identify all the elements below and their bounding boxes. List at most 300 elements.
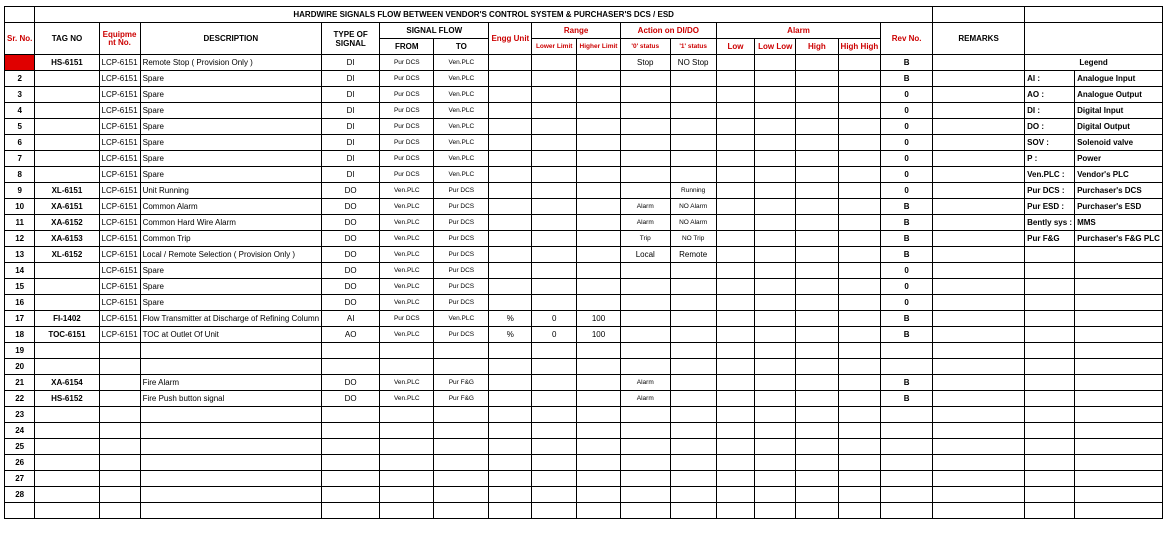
cell-high-high[interactable] [838, 151, 881, 167]
cell-remarks[interactable] [932, 71, 1024, 87]
cell-tag-no[interactable] [35, 119, 99, 135]
cell-type-of-signal[interactable]: DO [322, 199, 380, 215]
cell-status-0[interactable] [620, 359, 670, 375]
cell-empty[interactable] [322, 503, 380, 519]
cell-to[interactable]: Ven.PLC [434, 167, 489, 183]
cell-status-1[interactable] [670, 327, 716, 343]
cell-high[interactable] [796, 231, 838, 247]
cell-high-high[interactable] [838, 231, 881, 247]
cell-low-low[interactable] [755, 311, 796, 327]
cell-low-low[interactable] [755, 487, 796, 503]
cell-description[interactable]: Spare [140, 87, 322, 103]
cell-rev-no[interactable]: B [881, 199, 933, 215]
cell-description[interactable]: Fire Push button signal [140, 391, 322, 407]
cell-status-1[interactable] [670, 263, 716, 279]
cell-type-of-signal[interactable]: DI [322, 135, 380, 151]
cell-from[interactable]: Ven.PLC [380, 295, 434, 311]
cell-remarks[interactable] [932, 55, 1024, 71]
cell-tag-no[interactable]: HS-6151 [35, 55, 99, 71]
cell-empty[interactable] [5, 503, 35, 519]
cell-status-1[interactable]: Remote [670, 247, 716, 263]
cell-rev-no[interactable]: B [881, 327, 933, 343]
cell-sr-no[interactable]: 19 [5, 343, 35, 359]
cell-description[interactable]: Common Alarm [140, 199, 322, 215]
cell-status-0[interactable] [620, 455, 670, 471]
cell-from[interactable] [380, 439, 434, 455]
cell-type-of-signal[interactable]: DI [322, 119, 380, 135]
cell-remarks[interactable] [932, 87, 1024, 103]
cell-empty[interactable] [99, 503, 140, 519]
cell-remarks[interactable] [932, 471, 1024, 487]
cell-tag-no[interactable] [35, 263, 99, 279]
cell-type-of-signal[interactable] [322, 359, 380, 375]
cell-high[interactable] [796, 295, 838, 311]
cell-low-low[interactable] [755, 183, 796, 199]
cell-engg-unit[interactable] [489, 439, 532, 455]
cell-low[interactable] [716, 215, 755, 231]
cell-type-of-signal[interactable] [322, 439, 380, 455]
cell-sr-no[interactable]: 26 [5, 455, 35, 471]
cell-sr-no[interactable]: 11 [5, 215, 35, 231]
cell-engg-unit[interactable] [489, 183, 532, 199]
cell-type-of-signal[interactable]: DI [322, 55, 380, 71]
cell-tag-no[interactable]: XA-6153 [35, 231, 99, 247]
cell-remarks[interactable] [932, 487, 1024, 503]
cell-to[interactable]: Pur DCS [434, 199, 489, 215]
cell-to[interactable]: Ven.PLC [434, 151, 489, 167]
cell-engg-unit[interactable] [489, 359, 532, 375]
cell-description[interactable]: Unit Running [140, 183, 322, 199]
cell-sr-no[interactable]: 9 [5, 183, 35, 199]
cell-higher-limit[interactable] [577, 215, 621, 231]
cell-engg-unit[interactable] [489, 71, 532, 87]
cell-status-0[interactable] [620, 263, 670, 279]
cell-low-low[interactable] [755, 263, 796, 279]
cell-equipment-no[interactable] [99, 359, 140, 375]
cell-low[interactable] [716, 311, 755, 327]
cell-from[interactable]: Ven.PLC [380, 375, 434, 391]
cell-description[interactable]: Spare [140, 135, 322, 151]
cell-empty[interactable] [140, 503, 322, 519]
cell-high-high[interactable] [838, 279, 881, 295]
cell-rev-no[interactable]: B [881, 55, 933, 71]
cell-empty[interactable] [35, 503, 99, 519]
cell-sr-no[interactable]: 24 [5, 423, 35, 439]
cell-sr-no[interactable]: 25 [5, 439, 35, 455]
cell-low[interactable] [716, 199, 755, 215]
cell-low-low[interactable] [755, 103, 796, 119]
cell-low-low[interactable] [755, 87, 796, 103]
cell-status-1[interactable] [670, 87, 716, 103]
cell-type-of-signal[interactable] [322, 407, 380, 423]
cell-rev-no[interactable]: 0 [881, 295, 933, 311]
cell-engg-unit[interactable]: % [489, 327, 532, 343]
cell-empty[interactable] [838, 503, 881, 519]
cell-low-low[interactable] [755, 327, 796, 343]
cell-low[interactable] [716, 279, 755, 295]
cell-equipment-no[interactable] [99, 439, 140, 455]
cell-lower-limit[interactable] [532, 151, 577, 167]
cell-to[interactable] [434, 471, 489, 487]
cell-lower-limit[interactable] [532, 215, 577, 231]
cell-high[interactable] [796, 487, 838, 503]
cell-tag-no[interactable]: XA-6152 [35, 215, 99, 231]
cell-low-low[interactable] [755, 199, 796, 215]
cell-from[interactable] [380, 343, 434, 359]
cell-high[interactable] [796, 423, 838, 439]
cell-from[interactable]: Ven.PLC [380, 215, 434, 231]
cell-tag-no[interactable]: FI-1402 [35, 311, 99, 327]
cell-lower-limit[interactable] [532, 439, 577, 455]
cell-high-high[interactable] [838, 247, 881, 263]
cell-high-high[interactable] [838, 183, 881, 199]
cell-lower-limit[interactable] [532, 87, 577, 103]
cell-higher-limit[interactable] [577, 71, 621, 87]
cell-description[interactable] [140, 423, 322, 439]
cell-empty[interactable] [755, 503, 796, 519]
cell-type-of-signal[interactable]: DO [322, 279, 380, 295]
cell-engg-unit[interactable] [489, 151, 532, 167]
cell-low[interactable] [716, 407, 755, 423]
cell-remarks[interactable] [932, 183, 1024, 199]
cell-rev-no[interactable]: B [881, 71, 933, 87]
cell-high-high[interactable] [838, 471, 881, 487]
cell-equipment-no[interactable]: LCP-6151 [99, 151, 140, 167]
cell-status-1[interactable] [670, 471, 716, 487]
cell-equipment-no[interactable]: LCP-6151 [99, 247, 140, 263]
cell-rev-no[interactable]: 0 [881, 183, 933, 199]
cell-from[interactable]: Ven.PLC [380, 327, 434, 343]
cell-status-0[interactable] [620, 151, 670, 167]
cell-low-low[interactable] [755, 279, 796, 295]
cell-status-0[interactable] [620, 135, 670, 151]
cell-from[interactable] [380, 359, 434, 375]
cell-description[interactable]: Fire Alarm [140, 375, 322, 391]
cell-engg-unit[interactable] [489, 87, 532, 103]
cell-high[interactable] [796, 375, 838, 391]
cell-remarks[interactable] [932, 327, 1024, 343]
cell-description[interactable]: TOC at Outlet Of Unit [140, 327, 322, 343]
cell-rev-no[interactable] [881, 423, 933, 439]
cell-low[interactable] [716, 295, 755, 311]
cell-rev-no[interactable] [881, 343, 933, 359]
cell-rev-no[interactable]: B [881, 215, 933, 231]
cell-remarks[interactable] [932, 407, 1024, 423]
cell-higher-limit[interactable] [577, 423, 621, 439]
cell-from[interactable]: Ven.PLC [380, 391, 434, 407]
cell-remarks[interactable] [932, 295, 1024, 311]
cell-high[interactable] [796, 87, 838, 103]
cell-high-high[interactable] [838, 167, 881, 183]
cell-high-high[interactable] [838, 407, 881, 423]
cell-low-low[interactable] [755, 439, 796, 455]
cell-low[interactable] [716, 119, 755, 135]
cell-status-1[interactable] [670, 359, 716, 375]
cell-status-0[interactable] [620, 87, 670, 103]
cell-low-low[interactable] [755, 295, 796, 311]
cell-low-low[interactable] [755, 247, 796, 263]
cell-from[interactable]: Pur DCS [380, 167, 434, 183]
cell-status-1[interactable] [670, 487, 716, 503]
cell-high-high[interactable] [838, 55, 881, 71]
cell-rev-no[interactable] [881, 407, 933, 423]
cell-remarks[interactable] [932, 119, 1024, 135]
cell-to[interactable]: Pur DCS [434, 327, 489, 343]
cell-remarks[interactable] [932, 135, 1024, 151]
cell-to[interactable]: Ven.PLC [434, 119, 489, 135]
cell-high[interactable] [796, 263, 838, 279]
cell-type-of-signal[interactable]: DO [322, 391, 380, 407]
cell-description[interactable]: Spare [140, 279, 322, 295]
cell-equipment-no[interactable] [99, 391, 140, 407]
cell-high-high[interactable] [838, 327, 881, 343]
cell-lower-limit[interactable] [532, 423, 577, 439]
cell-rev-no[interactable]: 0 [881, 119, 933, 135]
cell-high-high[interactable] [838, 375, 881, 391]
cell-status-0[interactable] [620, 183, 670, 199]
cell-type-of-signal[interactable]: DO [322, 263, 380, 279]
cell-description[interactable] [140, 439, 322, 455]
cell-tag-no[interactable]: XA-6151 [35, 199, 99, 215]
cell-engg-unit[interactable] [489, 119, 532, 135]
cell-higher-limit[interactable] [577, 119, 621, 135]
cell-type-of-signal[interactable]: DO [322, 215, 380, 231]
cell-high[interactable] [796, 407, 838, 423]
cell-status-0[interactable] [620, 311, 670, 327]
cell-equipment-no[interactable]: LCP-6151 [99, 119, 140, 135]
cell-type-of-signal[interactable]: DO [322, 183, 380, 199]
cell-remarks[interactable] [932, 375, 1024, 391]
cell-low[interactable] [716, 247, 755, 263]
cell-higher-limit[interactable] [577, 391, 621, 407]
cell-low-low[interactable] [755, 167, 796, 183]
cell-high-high[interactable] [838, 487, 881, 503]
cell-rev-no[interactable]: B [881, 375, 933, 391]
cell-high[interactable] [796, 103, 838, 119]
cell-low-low[interactable] [755, 391, 796, 407]
cell-sr-no[interactable]: 6 [5, 135, 35, 151]
title-spacer-right[interactable] [1025, 7, 1163, 23]
cell-remarks[interactable] [932, 103, 1024, 119]
cell-empty[interactable] [434, 503, 489, 519]
cell-high-high[interactable] [838, 103, 881, 119]
cell-low[interactable] [716, 343, 755, 359]
cell-low[interactable] [716, 71, 755, 87]
cell-engg-unit[interactable] [489, 279, 532, 295]
cell-engg-unit[interactable] [489, 407, 532, 423]
cell-remarks[interactable] [932, 455, 1024, 471]
cell-tag-no[interactable] [35, 439, 99, 455]
cell-status-0[interactable] [620, 103, 670, 119]
cell-high-high[interactable] [838, 87, 881, 103]
cell-higher-limit[interactable] [577, 231, 621, 247]
cell-low-low[interactable] [755, 343, 796, 359]
cell-high[interactable] [796, 327, 838, 343]
cell-tag-no[interactable] [35, 279, 99, 295]
cell-higher-limit[interactable]: 100 [577, 311, 621, 327]
title-spacer-left[interactable] [5, 7, 35, 23]
cell-low[interactable] [716, 455, 755, 471]
cell-equipment-no[interactable] [99, 343, 140, 359]
cell-sr-no[interactable]: 28 [5, 487, 35, 503]
cell-status-1[interactable] [670, 423, 716, 439]
cell-low[interactable] [716, 151, 755, 167]
cell-status-0[interactable] [620, 167, 670, 183]
cell-higher-limit[interactable] [577, 199, 621, 215]
cell-high[interactable] [796, 119, 838, 135]
cell-type-of-signal[interactable]: DI [322, 103, 380, 119]
cell-equipment-no[interactable]: LCP-6151 [99, 295, 140, 311]
cell-sr-no[interactable]: 5 [5, 119, 35, 135]
cell-lower-limit[interactable] [532, 231, 577, 247]
cell-status-0[interactable]: Alarm [620, 199, 670, 215]
cell-remarks[interactable] [932, 359, 1024, 375]
cell-status-0[interactable] [620, 343, 670, 359]
cell-engg-unit[interactable]: % [489, 311, 532, 327]
cell-high-high[interactable] [838, 439, 881, 455]
cell-engg-unit[interactable] [489, 215, 532, 231]
cell-equipment-no[interactable]: LCP-6151 [99, 55, 140, 71]
cell-higher-limit[interactable] [577, 487, 621, 503]
cell-low[interactable] [716, 327, 755, 343]
cell-rev-no[interactable] [881, 359, 933, 375]
cell-status-1[interactable] [670, 455, 716, 471]
cell-engg-unit[interactable] [489, 391, 532, 407]
cell-equipment-no[interactable]: LCP-6151 [99, 167, 140, 183]
cell-high[interactable] [796, 71, 838, 87]
cell-description[interactable] [140, 343, 322, 359]
cell-status-0[interactable] [620, 407, 670, 423]
cell-status-1[interactable] [670, 167, 716, 183]
cell-from[interactable] [380, 423, 434, 439]
cell-remarks[interactable] [932, 151, 1024, 167]
cell-high[interactable] [796, 215, 838, 231]
cell-status-1[interactable] [670, 343, 716, 359]
cell-type-of-signal[interactable]: DO [322, 295, 380, 311]
cell-from[interactable] [380, 455, 434, 471]
cell-empty[interactable] [796, 503, 838, 519]
cell-remarks[interactable] [932, 439, 1024, 455]
cell-sr-no[interactable]: 21 [5, 375, 35, 391]
cell-high-high[interactable] [838, 119, 881, 135]
cell-higher-limit[interactable] [577, 151, 621, 167]
cell-low-low[interactable] [755, 151, 796, 167]
cell-to[interactable] [434, 359, 489, 375]
cell-type-of-signal[interactable] [322, 343, 380, 359]
cell-sr-no[interactable]: 13 [5, 247, 35, 263]
cell-lower-limit[interactable] [532, 375, 577, 391]
cell-type-of-signal[interactable] [322, 487, 380, 503]
cell-from[interactable]: Pur DCS [380, 71, 434, 87]
cell-status-0[interactable] [620, 71, 670, 87]
cell-low[interactable] [716, 487, 755, 503]
cell-status-0[interactable]: Alarm [620, 215, 670, 231]
cell-type-of-signal[interactable]: DO [322, 375, 380, 391]
cell-to[interactable]: Ven.PLC [434, 55, 489, 71]
cell-rev-no[interactable]: 0 [881, 103, 933, 119]
cell-tag-no[interactable] [35, 487, 99, 503]
cell-high-high[interactable] [838, 391, 881, 407]
cell-tag-no[interactable] [35, 87, 99, 103]
cell-status-1[interactable] [670, 135, 716, 151]
cell-sr-no[interactable]: 18 [5, 327, 35, 343]
cell-status-0[interactable]: Local [620, 247, 670, 263]
cell-from[interactable] [380, 471, 434, 487]
cell-from[interactable]: Pur DCS [380, 311, 434, 327]
cell-from[interactable]: Ven.PLC [380, 279, 434, 295]
cell-low[interactable] [716, 135, 755, 151]
cell-type-of-signal[interactable]: DI [322, 87, 380, 103]
cell-low[interactable] [716, 263, 755, 279]
cell-sr-no[interactable]: 7 [5, 151, 35, 167]
cell-empty[interactable] [577, 503, 621, 519]
cell-sr-no[interactable]: 2 [5, 71, 35, 87]
cell-remarks[interactable] [932, 215, 1024, 231]
cell-sr-no[interactable]: 4 [5, 103, 35, 119]
cell-low[interactable] [716, 87, 755, 103]
cell-low-low[interactable] [755, 455, 796, 471]
cell-remarks[interactable] [932, 311, 1024, 327]
cell-description[interactable]: Spare [140, 295, 322, 311]
cell-lower-limit[interactable]: 0 [532, 311, 577, 327]
cell-higher-limit[interactable] [577, 247, 621, 263]
cell-to[interactable]: Pur DCS [434, 215, 489, 231]
cell-equipment-no[interactable] [99, 455, 140, 471]
cell-type-of-signal[interactable] [322, 455, 380, 471]
cell-status-0[interactable]: Stop [620, 55, 670, 71]
cell-empty[interactable] [1075, 503, 1163, 519]
cell-engg-unit[interactable] [489, 471, 532, 487]
cell-high[interactable] [796, 455, 838, 471]
cell-higher-limit[interactable] [577, 135, 621, 151]
cell-engg-unit[interactable] [489, 103, 532, 119]
cell-engg-unit[interactable] [489, 295, 532, 311]
cell-from[interactable]: Pur DCS [380, 135, 434, 151]
cell-lower-limit[interactable] [532, 455, 577, 471]
cell-low[interactable] [716, 103, 755, 119]
header-spacer-right[interactable] [1025, 23, 1163, 55]
cell-rev-no[interactable]: 0 [881, 279, 933, 295]
cell-low-low[interactable] [755, 231, 796, 247]
cell-status-1[interactable]: Running [670, 183, 716, 199]
cell-from[interactable]: Pur DCS [380, 55, 434, 71]
cell-type-of-signal[interactable] [322, 471, 380, 487]
cell-high[interactable] [796, 55, 838, 71]
cell-from[interactable]: Ven.PLC [380, 263, 434, 279]
cell-to[interactable]: Ven.PLC [434, 103, 489, 119]
cell-rev-no[interactable]: B [881, 231, 933, 247]
cell-status-1[interactable] [670, 439, 716, 455]
cell-status-0[interactable] [620, 471, 670, 487]
cell-status-1[interactable] [670, 407, 716, 423]
cell-tag-no[interactable]: XA-6154 [35, 375, 99, 391]
cell-remarks[interactable] [932, 167, 1024, 183]
cell-type-of-signal[interactable]: DO [322, 231, 380, 247]
cell-lower-limit[interactable] [532, 407, 577, 423]
cell-sr-no[interactable]: 12 [5, 231, 35, 247]
cell-description[interactable]: Common Hard Wire Alarm [140, 215, 322, 231]
cell-lower-limit[interactable] [532, 183, 577, 199]
cell-type-of-signal[interactable]: DI [322, 71, 380, 87]
cell-status-1[interactable]: NO Stop [670, 55, 716, 71]
cell-from[interactable]: Ven.PLC [380, 183, 434, 199]
cell-equipment-no[interactable] [99, 423, 140, 439]
cell-rev-no[interactable] [881, 487, 933, 503]
cell-lower-limit[interactable] [532, 135, 577, 151]
cell-to[interactable]: Pur DCS [434, 231, 489, 247]
cell-sr-no[interactable]: 8 [5, 167, 35, 183]
cell-high-high[interactable] [838, 295, 881, 311]
